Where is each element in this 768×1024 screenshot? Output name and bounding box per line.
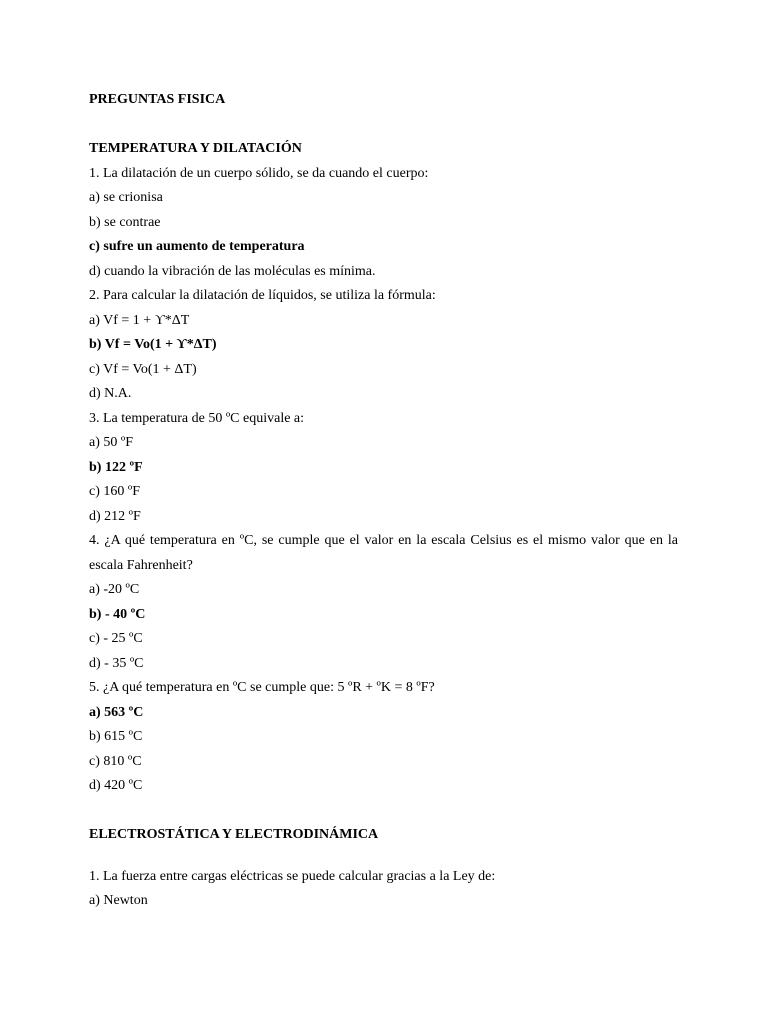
question-3: 3. La temperatura de 50 ºC equivale a:: [89, 410, 305, 426]
question-1-electro: 1. La fuerza entre cargas eléctricas se puede calcular gracias a la Ley de:: [89, 868, 496, 884]
option-b: b) se contrae: [89, 214, 161, 230]
question-2: 2. Para calcular la dilatación de líquidos, se utiliza la fórmula:: [89, 288, 436, 303]
question-4: 4. ¿A qué temperatura en ºC, se cumple que el valor en la escala Celsius es el mismo valor que en la escala Fahrenheit?: [89, 533, 678, 573]
option-d: d) 212 ºF: [89, 508, 141, 524]
section-heading-electro: ELECTROSTÁTICA Y ELECTRODINÁMICA: [89, 827, 379, 842]
option-b-answer: b) - 40 ºC: [89, 606, 146, 622]
option-c: c) 810 ºC: [89, 753, 142, 769]
option-d: d) cuando la vibración de las moléculas es mínima.: [89, 263, 376, 279]
spacer: [89, 113, 678, 138]
document-title: PREGUNTAS FISICA: [89, 92, 226, 107]
option-a: a) -20 ºC: [89, 582, 140, 597]
option-a: a) Newton: [89, 893, 148, 908]
option-b-answer: b) Vf = Vo(1 + ϒ*ΔT): [89, 337, 217, 352]
option-d: d) - 35 ºC: [89, 655, 144, 671]
option-a-answer: a) 563 ºC: [89, 704, 144, 720]
spacer: [89, 848, 678, 865]
option-c: c) - 25 ºC: [89, 631, 143, 646]
option-a: a) 50 ºF: [89, 435, 134, 450]
option-b: b) 615 ºC: [89, 729, 143, 744]
question-5: 5. ¿A qué temperatura en ºC se cumple que: 5 ºR + ºK = 8 ºF?: [89, 680, 435, 695]
option-a: a) Vf = 1 + ϒ*ΔT: [89, 312, 190, 328]
option-c: c) 160 ºF: [89, 484, 141, 499]
option-a: a) se crionisa: [89, 190, 163, 205]
option-d: d) 420 ºC: [89, 778, 143, 793]
option-b-answer: b) 122 ºF: [89, 459, 143, 475]
document-body: [89, 88, 678, 914]
question-1: 1. La dilatación de un cuerpo sólido, se da cuando el cuerpo:: [89, 165, 429, 181]
option-d: d) N.A.: [89, 386, 132, 401]
option-c-answer: c) sufre un aumento de temperatura: [89, 239, 305, 254]
section-heading-temperatura: TEMPERATURA Y DILATACIÓN: [89, 141, 302, 156]
spacer: [89, 799, 678, 824]
option-c: c) Vf = Vo(1 + ΔT): [89, 361, 197, 377]
